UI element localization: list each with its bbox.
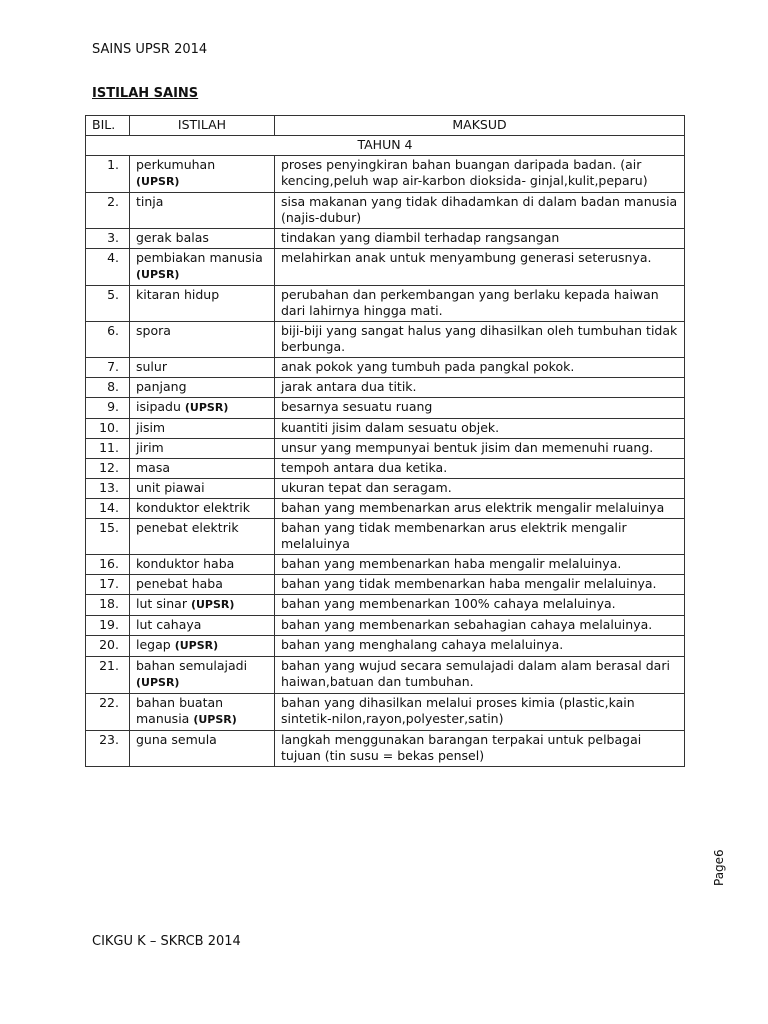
upsr-tag: (UPSR) bbox=[136, 175, 180, 188]
document-title: ISTILAH SAINS bbox=[92, 86, 199, 101]
meaning-cell: bahan yang membenarkan 100% cahaya melaluinya. bbox=[275, 595, 685, 616]
meaning-cell: bahan yang dihasilkan melalui proses kimia (plastic,kain sintetik-nilon,rayon,polyester,satin) bbox=[275, 694, 685, 731]
term-cell bbox=[130, 555, 275, 575]
table-row bbox=[86, 439, 685, 459]
term-text: konduktor elektrik bbox=[136, 500, 250, 515]
table-row bbox=[86, 322, 685, 358]
term-cell bbox=[130, 657, 275, 694]
row-number: 19. bbox=[86, 616, 130, 636]
row-number: 11. bbox=[86, 439, 130, 459]
row-number: 1. bbox=[86, 156, 130, 193]
row-number: 2. bbox=[86, 193, 130, 229]
table-row bbox=[86, 575, 685, 595]
meaning-cell: bahan yang tidak membenarkan arus elektrik mengalir melaluinya bbox=[275, 519, 685, 555]
meaning-cell: anak pokok yang tumbuh pada pangkal pokok. bbox=[275, 358, 685, 378]
row-number: 9. bbox=[86, 398, 130, 419]
table-row bbox=[86, 636, 685, 657]
table-row bbox=[86, 419, 685, 439]
row-number: 6. bbox=[86, 322, 130, 358]
meaning-cell: besarnya sesuatu ruang bbox=[275, 398, 685, 419]
term-cell bbox=[130, 419, 275, 439]
table-header-row bbox=[86, 116, 685, 136]
term-text: penebat elektrik bbox=[136, 520, 239, 535]
document-footer: CIKGU K – SKRCB 2014 bbox=[92, 934, 241, 949]
term-text: gerak balas bbox=[136, 230, 209, 245]
meaning-cell: bahan yang membenarkan arus elektrik mengalir melaluinya bbox=[275, 499, 685, 519]
row-number: 20. bbox=[86, 636, 130, 657]
term-cell bbox=[130, 616, 275, 636]
table-row bbox=[86, 249, 685, 286]
term-text: kitaran hidup bbox=[136, 287, 220, 302]
term-cell bbox=[130, 156, 275, 193]
term-text: perkumuhan bbox=[136, 157, 216, 172]
term-text: sulur bbox=[136, 359, 167, 374]
term-text: jisim bbox=[136, 420, 166, 435]
table-row bbox=[86, 731, 685, 767]
term-cell bbox=[130, 229, 275, 249]
row-number: 17. bbox=[86, 575, 130, 595]
meaning-cell: biji-biji yang sangat halus yang dihasilkan oleh tumbuhan tidak berbunga. bbox=[275, 322, 685, 358]
table-row bbox=[86, 193, 685, 229]
upsr-tag: (UPSR) bbox=[136, 268, 180, 281]
term-text: lut cahaya bbox=[136, 617, 202, 632]
term-text: masa bbox=[136, 460, 171, 475]
row-number: 14. bbox=[86, 499, 130, 519]
meaning-cell: tempoh antara dua ketika. bbox=[275, 459, 685, 479]
term-text: guna semula bbox=[136, 732, 217, 747]
meaning-cell: jarak antara dua titik. bbox=[275, 378, 685, 398]
section-row bbox=[86, 136, 685, 156]
document-header: SAINS UPSR 2014 bbox=[92, 42, 208, 57]
term-cell bbox=[130, 439, 275, 459]
meaning-cell: ukuran tepat dan seragam. bbox=[275, 479, 685, 499]
upsr-tag: (UPSR) bbox=[193, 713, 237, 726]
row-number: 4. bbox=[86, 249, 130, 286]
term-text: panjang bbox=[136, 379, 187, 394]
table-row bbox=[86, 286, 685, 322]
row-number: 5. bbox=[86, 286, 130, 322]
term-cell bbox=[130, 595, 275, 616]
column-header-meaning: MAKSUD bbox=[275, 116, 685, 136]
term-text: pembiakan manusia bbox=[136, 250, 263, 265]
table-row bbox=[86, 519, 685, 555]
term-cell bbox=[130, 398, 275, 419]
term-text: unit piawai bbox=[136, 480, 205, 495]
table-row bbox=[86, 459, 685, 479]
row-number: 10. bbox=[86, 419, 130, 439]
row-number: 23. bbox=[86, 731, 130, 767]
meaning-cell: bahan yang wujud secara semulajadi dalam alam berasal dari haiwan,batuan dan tumbuhan. bbox=[275, 657, 685, 694]
row-number: 21. bbox=[86, 657, 130, 694]
term-cell bbox=[130, 694, 275, 731]
table-row bbox=[86, 479, 685, 499]
meaning-cell: tindakan yang diambil terhadap rangsangan bbox=[275, 229, 685, 249]
meaning-cell: bahan yang membenarkan sebahagian cahaya melaluinya. bbox=[275, 616, 685, 636]
meaning-cell: melahirkan anak untuk menyambung generasi seterusnya. bbox=[275, 249, 685, 286]
term-cell bbox=[130, 519, 275, 555]
term-text: penebat haba bbox=[136, 576, 223, 591]
upsr-tag: (UPSR) bbox=[136, 676, 180, 689]
term-cell bbox=[130, 731, 275, 767]
meaning-cell: unsur yang mempunyai bentuk jisim dan memenuhi ruang. bbox=[275, 439, 685, 459]
table-row bbox=[86, 657, 685, 694]
table-row bbox=[86, 694, 685, 731]
meaning-cell: langkah menggunakan barangan terpakai untuk pelbagai tujuan (tin susu = bekas pensel) bbox=[275, 731, 685, 767]
meaning-cell: perubahan dan perkembangan yang berlaku kepada haiwan dari lahirnya hingga mati. bbox=[275, 286, 685, 322]
term-cell bbox=[130, 249, 275, 286]
table-row bbox=[86, 555, 685, 575]
term-cell bbox=[130, 193, 275, 229]
term-text: lut sinar bbox=[136, 596, 187, 611]
meaning-cell: sisa makanan yang tidak dihadamkan di dalam badan manusia (najis-dubur) bbox=[275, 193, 685, 229]
table-row bbox=[86, 616, 685, 636]
meaning-cell: bahan yang membenarkan haba mengalir melaluinya. bbox=[275, 555, 685, 575]
term-cell bbox=[130, 636, 275, 657]
table-row bbox=[86, 499, 685, 519]
meaning-cell: kuantiti jisim dalam sesuatu objek. bbox=[275, 419, 685, 439]
term-text: tinja bbox=[136, 194, 164, 209]
row-number: 16. bbox=[86, 555, 130, 575]
page-number: Page6 bbox=[712, 849, 726, 886]
term-cell bbox=[130, 378, 275, 398]
term-cell bbox=[130, 499, 275, 519]
term-cell bbox=[130, 322, 275, 358]
term-cell bbox=[130, 358, 275, 378]
table-row bbox=[86, 595, 685, 616]
table-row bbox=[86, 229, 685, 249]
term-text: konduktor haba bbox=[136, 556, 235, 571]
term-cell bbox=[130, 459, 275, 479]
term-cell bbox=[130, 286, 275, 322]
term-cell bbox=[130, 479, 275, 499]
table-body bbox=[86, 136, 685, 767]
table-row bbox=[86, 378, 685, 398]
term-text: legap bbox=[136, 637, 171, 652]
row-number: 18. bbox=[86, 595, 130, 616]
row-number: 8. bbox=[86, 378, 130, 398]
meaning-cell: bahan yang menghalang cahaya melaluinya. bbox=[275, 636, 685, 657]
column-header-no: BIL. bbox=[86, 116, 130, 136]
row-number: 12. bbox=[86, 459, 130, 479]
row-number: 3. bbox=[86, 229, 130, 249]
term-text: bahan semulajadi bbox=[136, 658, 248, 673]
upsr-tag: (UPSR) bbox=[190, 598, 235, 611]
row-number: 22. bbox=[86, 694, 130, 731]
term-text: spora bbox=[136, 323, 171, 338]
term-text: jirim bbox=[136, 440, 164, 455]
meaning-cell: proses penyingkiran bahan buangan daripada badan. (air kencing,peluh wap air-karbon dioksida- ginjal,kulit,peparu) bbox=[275, 156, 685, 193]
table-row bbox=[86, 156, 685, 193]
term-cell bbox=[130, 575, 275, 595]
row-number: 13. bbox=[86, 479, 130, 499]
term-text: isipadu bbox=[136, 399, 181, 414]
table-row bbox=[86, 398, 685, 419]
terms-table bbox=[85, 115, 685, 767]
section-label: TAHUN 4 bbox=[86, 136, 685, 156]
term-text: bahan buatan manusia bbox=[136, 695, 224, 726]
upsr-tag: (UPSR) bbox=[174, 639, 219, 652]
table-row bbox=[86, 358, 685, 378]
row-number: 15. bbox=[86, 519, 130, 555]
upsr-tag: (UPSR) bbox=[184, 401, 229, 414]
meaning-cell: bahan yang tidak membenarkan haba mengalir melaluinya. bbox=[275, 575, 685, 595]
column-header-term: ISTILAH bbox=[130, 116, 275, 136]
row-number: 7. bbox=[86, 358, 130, 378]
